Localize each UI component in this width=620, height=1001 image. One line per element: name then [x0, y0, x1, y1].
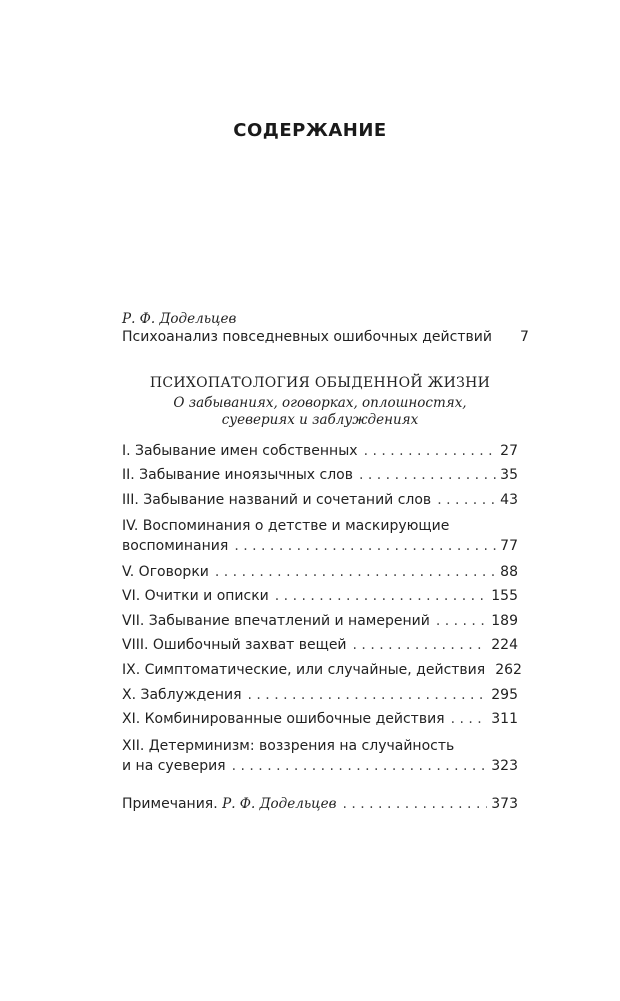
- leader-dots: [437, 491, 496, 509]
- toc-entry-text: III. Забывание названий и сочетаний слов: [122, 492, 432, 508]
- toc-entry-chapter-11[interactable]: [122, 710, 518, 728]
- section-subtitle-line1: О забываниях, оговорках, оплошностях,: [173, 395, 467, 411]
- toc-entry-text: XI. Комбинированные ошибочные действия: [122, 711, 445, 727]
- toc-entry-text: II. Забывание иноязычных слов: [122, 467, 353, 483]
- leader-dots: [353, 636, 488, 654]
- leader-dots: [248, 686, 488, 704]
- section-heading: ПСИХОПАТОЛОГИЯ ОБЫДЕННОЙ ЖИЗНИ: [149, 375, 491, 391]
- toc-entry-text: X. Заблуждения: [122, 687, 242, 703]
- toc-entry-page: 35: [500, 467, 518, 483]
- leader-dots: [342, 795, 487, 813]
- toc-entry-chapter-7[interactable]: [122, 612, 518, 630]
- toc-entry-chapter-12[interactable]: [122, 757, 518, 775]
- leader-dots: [451, 710, 488, 728]
- toc-entry-page: 224: [491, 637, 518, 653]
- toc-entry-page: 43: [500, 492, 518, 508]
- leader-dots: [234, 537, 496, 555]
- leader-dots: [359, 466, 496, 484]
- toc-entry-text: воспоминания: [122, 538, 229, 554]
- leader-dots: [232, 757, 488, 775]
- leader-dots: [275, 587, 487, 605]
- toc-entry-text: и на суеверия: [122, 758, 226, 774]
- toc-entry-page: 7: [519, 329, 529, 345]
- toc-entry-text: VI. Очитки и описки: [122, 588, 269, 604]
- page-title: СОДЕРЖАНИЕ: [233, 120, 387, 141]
- toc-entry-chapter-4-line1[interactable]: IV. Воспоминания о детстве и маскирующие: [122, 518, 450, 534]
- toc-entry-text: VIII. Ошибочный захват вещей: [122, 637, 347, 653]
- toc-entry-page: 295: [491, 687, 518, 703]
- toc-entry-chapter-10[interactable]: [122, 686, 518, 704]
- toc-entry-chapter-4[interactable]: [122, 537, 518, 555]
- toc-entry-chapter-8[interactable]: [122, 636, 518, 654]
- toc-entry-text: Психоанализ повседневных ошибочных действий: [122, 329, 492, 345]
- toc-entry-text: [122, 795, 336, 813]
- section-subtitle-line2: суевериях и заблуждениях: [221, 412, 419, 428]
- toc-entry-chapter-1[interactable]: [122, 442, 518, 460]
- toc-entry-chapter-3[interactable]: [122, 491, 518, 509]
- toc-entry-text: VII. Забывание впечатлений и намерений: [122, 613, 430, 629]
- leader-dots: [364, 442, 497, 460]
- toc-entry-page: 27: [500, 443, 518, 459]
- toc-entry-page: 189: [491, 613, 518, 629]
- toc-entry-page: 373: [491, 796, 518, 812]
- leader-dots: [215, 563, 496, 581]
- toc-entry-chapter-9[interactable]: [122, 661, 522, 679]
- notes-author: Р. Ф. Додельцев: [222, 796, 337, 812]
- toc-entry-chapter-2[interactable]: [122, 466, 518, 484]
- intro-author: Р. Ф. Додельцев: [122, 311, 237, 327]
- leader-dots: [436, 612, 487, 630]
- toc-entry-chapter-5[interactable]: [122, 563, 518, 581]
- toc-entry-page: 262: [495, 662, 522, 678]
- toc-entry-text: I. Забывание имен собственных: [122, 443, 358, 459]
- toc-entry-page: 323: [491, 758, 518, 774]
- toc-entry-page: 77: [500, 538, 518, 554]
- toc-entry-page: 311: [491, 711, 518, 727]
- toc-entry-chapter-12-line1[interactable]: XII. Детерминизм: воззрения на случайность: [122, 738, 455, 754]
- toc-entry-chapter-6[interactable]: [122, 587, 518, 605]
- notes-label: Примечания.: [122, 796, 218, 812]
- toc-entry-notes[interactable]: [122, 795, 518, 813]
- toc-entry-intro[interactable]: [122, 328, 529, 346]
- toc-entry-text: V. Оговорки: [122, 564, 209, 580]
- toc-entry-page: 88: [500, 564, 518, 580]
- table-of-contents: [122, 0, 529, 1001]
- toc-entry-page: 155: [491, 588, 518, 604]
- toc-entry-text: IX. Симптоматические, или случайные, действия: [122, 662, 486, 678]
